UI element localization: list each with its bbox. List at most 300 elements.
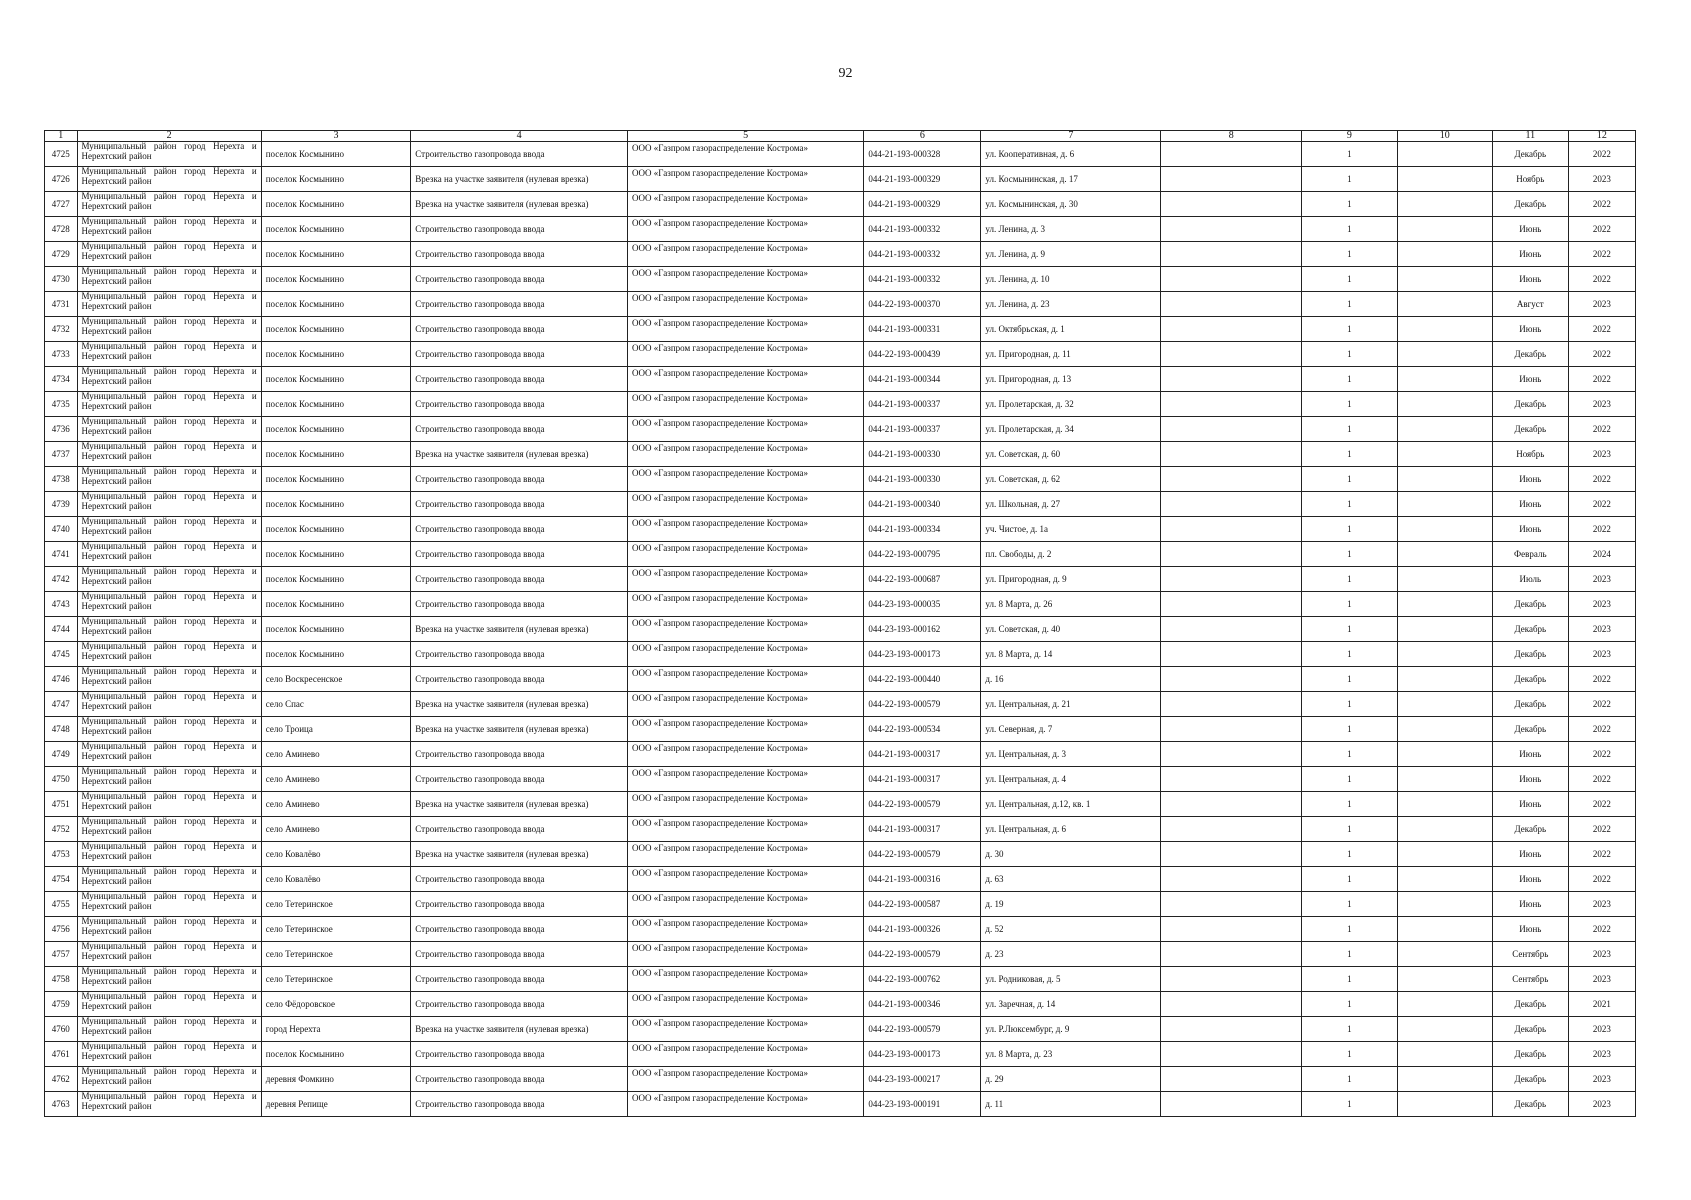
month-cell: Декабрь xyxy=(1492,717,1568,742)
column-8-cell xyxy=(1161,792,1302,817)
address-cell: ул. Пригородная, д. 13 xyxy=(981,367,1161,392)
month-cell: Июнь xyxy=(1492,917,1568,942)
column-10-cell xyxy=(1397,317,1492,342)
column-10-cell xyxy=(1397,592,1492,617)
year-cell: 2022 xyxy=(1568,517,1635,542)
row-number: 4747 xyxy=(45,692,78,717)
month-cell: Июнь xyxy=(1492,367,1568,392)
table-row xyxy=(45,892,1636,917)
column-8-cell xyxy=(1161,467,1302,492)
quantity-cell: 1 xyxy=(1302,367,1397,392)
table-row xyxy=(45,192,1636,217)
row-number: 4762 xyxy=(45,1067,78,1092)
month-cell: Декабрь xyxy=(1492,992,1568,1017)
settlement-cell: село Воскресенское xyxy=(261,667,411,692)
row-number: 4759 xyxy=(45,992,78,1017)
column-8-cell xyxy=(1161,492,1302,517)
month-cell: Декабрь xyxy=(1492,192,1568,217)
column-10-cell xyxy=(1397,642,1492,667)
row-number: 4763 xyxy=(45,1092,78,1117)
quantity-cell: 1 xyxy=(1302,392,1397,417)
address-cell: пл. Свободы, д. 2 xyxy=(981,542,1161,567)
organization-cell: ООО «Газпром газораспределение Кострома» xyxy=(628,1042,864,1067)
settlement-cell: поселок Космынино xyxy=(261,542,411,567)
row-number: 4732 xyxy=(45,317,78,342)
project-code-cell: 044-22-193-000762 xyxy=(864,967,981,992)
organization-cell: ООО «Газпром газораспределение Кострома» xyxy=(628,692,864,717)
column-8-cell xyxy=(1161,942,1302,967)
organization-cell: ООО «Газпром газораспределение Кострома» xyxy=(628,292,864,317)
year-cell: 2022 xyxy=(1568,267,1635,292)
year-cell: 2022 xyxy=(1568,667,1635,692)
work-type-cell: Строительство газопровода ввода xyxy=(411,217,628,242)
settlement-cell: деревня Фомкино xyxy=(261,1067,411,1092)
settlement-cell: поселок Космынино xyxy=(261,342,411,367)
year-cell: 2023 xyxy=(1568,592,1635,617)
work-type-cell: Врезка на участке заявителя (нулевая врезка) xyxy=(411,717,628,742)
row-number: 4734 xyxy=(45,367,78,392)
column-10-cell xyxy=(1397,542,1492,567)
table-row xyxy=(45,342,1636,367)
month-cell: Декабрь xyxy=(1492,667,1568,692)
organization-cell: ООО «Газпром газораспределение Кострома» xyxy=(628,742,864,767)
column-10-cell xyxy=(1397,792,1492,817)
work-type-cell: Врезка на участке заявителя (нулевая врезка) xyxy=(411,167,628,192)
column-header-7: 7 xyxy=(981,131,1161,142)
project-code-cell: 044-22-193-000579 xyxy=(864,942,981,967)
address-cell: ул. Октябрьская, д. 1 xyxy=(981,317,1161,342)
table-header xyxy=(45,131,1636,142)
month-cell: Декабрь xyxy=(1492,1042,1568,1067)
district-cell: Муниципальный район город Нерехта и Нерехтский район xyxy=(77,1092,261,1117)
column-8-cell xyxy=(1161,1017,1302,1042)
column-10-cell xyxy=(1397,342,1492,367)
settlement-cell: поселок Космынино xyxy=(261,642,411,667)
work-type-cell: Строительство газопровода ввода xyxy=(411,667,628,692)
organization-cell: ООО «Газпром газораспределение Кострома» xyxy=(628,617,864,642)
column-8-cell xyxy=(1161,167,1302,192)
quantity-cell: 1 xyxy=(1302,1067,1397,1092)
settlement-cell: деревня Репище xyxy=(261,1092,411,1117)
column-8-cell xyxy=(1161,842,1302,867)
month-cell: Декабрь xyxy=(1492,1017,1568,1042)
address-cell: д. 16 xyxy=(981,667,1161,692)
row-number: 4746 xyxy=(45,667,78,692)
settlement-cell: поселок Космынино xyxy=(261,192,411,217)
row-number: 4728 xyxy=(45,217,78,242)
district-cell: Муниципальный район город Нерехта и Нерехтский район xyxy=(77,917,261,942)
month-cell: Декабрь xyxy=(1492,692,1568,717)
settlement-cell: поселок Космынино xyxy=(261,242,411,267)
organization-cell: ООО «Газпром газораспределение Кострома» xyxy=(628,767,864,792)
column-header-1: 1 xyxy=(45,131,78,142)
organization-cell: ООО «Газпром газораспределение Кострома» xyxy=(628,392,864,417)
month-cell: Декабрь xyxy=(1492,142,1568,167)
year-cell: 2022 xyxy=(1568,192,1635,217)
address-cell: ул. Пригородная, д. 9 xyxy=(981,567,1161,592)
quantity-cell: 1 xyxy=(1302,442,1397,467)
district-cell: Муниципальный район город Нерехта и Нерехтский район xyxy=(77,992,261,1017)
month-cell: Декабрь xyxy=(1492,417,1568,442)
organization-cell: ООО «Газпром газораспределение Кострома» xyxy=(628,1017,864,1042)
column-10-cell xyxy=(1397,517,1492,542)
month-cell: Июнь xyxy=(1492,742,1568,767)
month-cell: Декабрь xyxy=(1492,1067,1568,1092)
work-type-cell: Строительство газопровода ввода xyxy=(411,817,628,842)
column-8-cell xyxy=(1161,992,1302,1017)
address-cell: ул. Космынинская, д. 17 xyxy=(981,167,1161,192)
table-row xyxy=(45,317,1636,342)
project-code-cell: 044-22-193-000370 xyxy=(864,292,981,317)
table-row xyxy=(45,717,1636,742)
district-cell: Муниципальный район город Нерехта и Нерехтский район xyxy=(77,617,261,642)
address-cell: ул. Советская, д. 60 xyxy=(981,442,1161,467)
year-cell: 2023 xyxy=(1568,642,1635,667)
settlement-cell: поселок Космынино xyxy=(261,317,411,342)
project-code-cell: 044-21-193-000326 xyxy=(864,917,981,942)
column-8-cell xyxy=(1161,892,1302,917)
year-cell: 2023 xyxy=(1568,1017,1635,1042)
project-code-cell: 044-21-193-000334 xyxy=(864,517,981,542)
year-cell: 2022 xyxy=(1568,217,1635,242)
column-10-cell xyxy=(1397,167,1492,192)
district-cell: Муниципальный район город Нерехта и Нерехтский район xyxy=(77,542,261,567)
quantity-cell: 1 xyxy=(1302,417,1397,442)
year-cell: 2023 xyxy=(1568,567,1635,592)
district-cell: Муниципальный район город Нерехта и Нерехтский район xyxy=(77,217,261,242)
table-row xyxy=(45,1017,1636,1042)
district-cell: Муниципальный район город Нерехта и Нерехтский район xyxy=(77,242,261,267)
settlement-cell: поселок Космынино xyxy=(261,392,411,417)
column-8-cell xyxy=(1161,317,1302,342)
quantity-cell: 1 xyxy=(1302,792,1397,817)
column-8-cell xyxy=(1161,392,1302,417)
column-10-cell xyxy=(1397,1042,1492,1067)
year-cell: 2023 xyxy=(1568,1067,1635,1092)
project-code-cell: 044-21-193-000331 xyxy=(864,317,981,342)
district-cell: Муниципальный район город Нерехта и Нерехтский район xyxy=(77,342,261,367)
district-cell: Муниципальный район город Нерехта и Нерехтский район xyxy=(77,792,261,817)
row-number: 4740 xyxy=(45,517,78,542)
address-cell: ул. Центральная, д. 3 xyxy=(981,742,1161,767)
project-code-cell: 044-21-193-000332 xyxy=(864,217,981,242)
organization-cell: ООО «Газпром газораспределение Кострома» xyxy=(628,492,864,517)
column-8-cell xyxy=(1161,542,1302,567)
column-8-cell xyxy=(1161,967,1302,992)
project-code-cell: 044-21-193-000330 xyxy=(864,442,981,467)
organization-cell: ООО «Газпром газораспределение Кострома» xyxy=(628,917,864,942)
address-cell: ул. Родниковая, д. 5 xyxy=(981,967,1161,992)
year-cell: 2022 xyxy=(1568,817,1635,842)
row-number: 4738 xyxy=(45,467,78,492)
column-header-11: 11 xyxy=(1492,131,1568,142)
row-number: 4756 xyxy=(45,917,78,942)
column-header-8: 8 xyxy=(1161,131,1302,142)
project-code-cell: 044-21-193-000340 xyxy=(864,492,981,517)
year-cell: 2023 xyxy=(1568,617,1635,642)
project-code-cell: 044-22-193-000579 xyxy=(864,842,981,867)
column-10-cell xyxy=(1397,242,1492,267)
year-cell: 2022 xyxy=(1568,367,1635,392)
year-cell: 2022 xyxy=(1568,792,1635,817)
column-8-cell xyxy=(1161,592,1302,617)
project-code-cell: 044-21-193-000317 xyxy=(864,767,981,792)
year-cell: 2022 xyxy=(1568,842,1635,867)
column-10-cell xyxy=(1397,417,1492,442)
work-type-cell: Строительство газопровода ввода xyxy=(411,467,628,492)
settlement-cell: село Аминево xyxy=(261,742,411,767)
work-type-cell: Строительство газопровода ввода xyxy=(411,867,628,892)
address-cell: ул. Советская, д. 62 xyxy=(981,467,1161,492)
column-8-cell xyxy=(1161,917,1302,942)
quantity-cell: 1 xyxy=(1302,767,1397,792)
column-8-cell xyxy=(1161,567,1302,592)
settlement-cell: поселок Космынино xyxy=(261,292,411,317)
table-row xyxy=(45,417,1636,442)
work-type-cell: Строительство газопровода ввода xyxy=(411,392,628,417)
work-type-cell: Строительство газопровода ввода xyxy=(411,342,628,367)
address-cell: д. 11 xyxy=(981,1092,1161,1117)
column-8-cell xyxy=(1161,242,1302,267)
month-cell: Декабрь xyxy=(1492,1092,1568,1117)
table-row xyxy=(45,267,1636,292)
quantity-cell: 1 xyxy=(1302,992,1397,1017)
column-8-cell xyxy=(1161,442,1302,467)
project-code-cell: 044-21-193-000344 xyxy=(864,367,981,392)
settlement-cell: поселок Космынино xyxy=(261,492,411,517)
organization-cell: ООО «Газпром газораспределение Кострома» xyxy=(628,242,864,267)
district-cell: Муниципальный район город Нерехта и Нерехтский район xyxy=(77,567,261,592)
project-code-cell: 044-22-193-000795 xyxy=(864,542,981,567)
table-row xyxy=(45,942,1636,967)
year-cell: 2023 xyxy=(1568,967,1635,992)
quantity-cell: 1 xyxy=(1302,867,1397,892)
address-cell: ул. Ленина, д. 9 xyxy=(981,242,1161,267)
district-cell: Муниципальный район город Нерехта и Нерехтский район xyxy=(77,867,261,892)
year-cell: 2022 xyxy=(1568,867,1635,892)
table-row xyxy=(45,617,1636,642)
organization-cell: ООО «Газпром газораспределение Кострома» xyxy=(628,867,864,892)
column-10-cell xyxy=(1397,717,1492,742)
address-cell: ул. 8 Марта, д. 26 xyxy=(981,592,1161,617)
table-row xyxy=(45,1067,1636,1092)
row-number: 4755 xyxy=(45,892,78,917)
project-code-cell: 044-22-193-000579 xyxy=(864,692,981,717)
work-type-cell: Строительство газопровода ввода xyxy=(411,742,628,767)
work-type-cell: Строительство газопровода ввода xyxy=(411,1092,628,1117)
row-number: 4745 xyxy=(45,642,78,667)
column-header-5: 5 xyxy=(628,131,864,142)
quantity-cell: 1 xyxy=(1302,942,1397,967)
project-code-cell: 044-22-193-000579 xyxy=(864,1017,981,1042)
table-row xyxy=(45,842,1636,867)
table-row xyxy=(45,1042,1636,1067)
table-row xyxy=(45,917,1636,942)
quantity-cell: 1 xyxy=(1302,567,1397,592)
row-number: 4733 xyxy=(45,342,78,367)
table-row xyxy=(45,992,1636,1017)
organization-cell: ООО «Газпром газораспределение Кострома» xyxy=(628,267,864,292)
district-cell: Муниципальный район город Нерехта и Нерехтский район xyxy=(77,967,261,992)
district-cell: Муниципальный район город Нерехта и Нерехтский район xyxy=(77,692,261,717)
district-cell: Муниципальный район город Нерехта и Нерехтский район xyxy=(77,817,261,842)
column-10-cell xyxy=(1397,142,1492,167)
year-cell: 2022 xyxy=(1568,742,1635,767)
column-10-cell xyxy=(1397,917,1492,942)
column-10-cell xyxy=(1397,292,1492,317)
address-cell: ул. Пригородная, д. 11 xyxy=(981,342,1161,367)
column-8-cell xyxy=(1161,817,1302,842)
row-number: 4725 xyxy=(45,142,78,167)
row-number: 4748 xyxy=(45,717,78,742)
year-cell: 2023 xyxy=(1568,942,1635,967)
address-cell: д. 63 xyxy=(981,867,1161,892)
column-8-cell xyxy=(1161,342,1302,367)
column-10-cell xyxy=(1397,617,1492,642)
column-header-10: 10 xyxy=(1397,131,1492,142)
work-type-cell: Строительство газопровода ввода xyxy=(411,892,628,917)
table-row xyxy=(45,442,1636,467)
month-cell: Июнь xyxy=(1492,467,1568,492)
settlement-cell: поселок Космынино xyxy=(261,167,411,192)
year-cell: 2022 xyxy=(1568,342,1635,367)
column-10-cell xyxy=(1397,867,1492,892)
column-10-cell xyxy=(1397,442,1492,467)
quantity-cell: 1 xyxy=(1302,742,1397,767)
district-cell: Муниципальный район город Нерехта и Нерехтский район xyxy=(77,142,261,167)
column-10-cell xyxy=(1397,267,1492,292)
settlement-cell: поселок Космынино xyxy=(261,267,411,292)
address-cell: ул. Центральная, д. 6 xyxy=(981,817,1161,842)
district-cell: Муниципальный район город Нерехта и Нерехтский район xyxy=(77,167,261,192)
district-cell: Муниципальный район город Нерехта и Нерехтский район xyxy=(77,392,261,417)
address-cell: ул. Кооперативная, д. 6 xyxy=(981,142,1161,167)
settlement-cell: поселок Космынино xyxy=(261,142,411,167)
district-cell: Муниципальный район город Нерехта и Нерехтский район xyxy=(77,1017,261,1042)
table-row xyxy=(45,792,1636,817)
organization-cell: ООО «Газпром газораспределение Кострома» xyxy=(628,342,864,367)
row-number: 4729 xyxy=(45,242,78,267)
work-type-cell: Врезка на участке заявителя (нулевая врезка) xyxy=(411,692,628,717)
work-type-cell: Строительство газопровода ввода xyxy=(411,567,628,592)
row-number: 4735 xyxy=(45,392,78,417)
district-cell: Муниципальный район город Нерехта и Нерехтский район xyxy=(77,642,261,667)
column-header-2: 2 xyxy=(77,131,261,142)
district-cell: Муниципальный район город Нерехта и Нерехтский район xyxy=(77,717,261,742)
table-row xyxy=(45,292,1636,317)
table-row xyxy=(45,667,1636,692)
work-type-cell: Строительство газопровода ввода xyxy=(411,517,628,542)
address-cell: ул. Центральная, д.12, кв. 1 xyxy=(981,792,1161,817)
row-number: 4736 xyxy=(45,417,78,442)
project-code-cell: 044-21-193-000328 xyxy=(864,142,981,167)
table-row xyxy=(45,867,1636,892)
table-row xyxy=(45,217,1636,242)
month-cell: Июнь xyxy=(1492,267,1568,292)
work-type-cell: Врезка на участке заявителя (нулевая врезка) xyxy=(411,1017,628,1042)
column-10-cell xyxy=(1397,692,1492,717)
month-cell: Июнь xyxy=(1492,842,1568,867)
quantity-cell: 1 xyxy=(1302,342,1397,367)
project-code-cell: 044-21-193-000317 xyxy=(864,817,981,842)
organization-cell: ООО «Газпром газораспределение Кострома» xyxy=(628,217,864,242)
quantity-cell: 1 xyxy=(1302,192,1397,217)
quantity-cell: 1 xyxy=(1302,267,1397,292)
work-type-cell: Строительство газопровода ввода xyxy=(411,917,628,942)
column-10-cell xyxy=(1397,217,1492,242)
project-code-cell: 044-21-193-000337 xyxy=(864,417,981,442)
month-cell: Июнь xyxy=(1492,892,1568,917)
quantity-cell: 1 xyxy=(1302,842,1397,867)
quantity-cell: 1 xyxy=(1302,292,1397,317)
column-10-cell xyxy=(1397,742,1492,767)
organization-cell: ООО «Газпром газораспределение Кострома» xyxy=(628,167,864,192)
month-cell: Декабрь xyxy=(1492,617,1568,642)
settlement-cell: город Нерехта xyxy=(261,1017,411,1042)
work-type-cell: Строительство газопровода ввода xyxy=(411,542,628,567)
project-code-cell: 044-21-193-000337 xyxy=(864,392,981,417)
project-code-cell: 044-23-193-000173 xyxy=(864,1042,981,1067)
quantity-cell: 1 xyxy=(1302,1042,1397,1067)
organization-cell: ООО «Газпром газораспределение Кострома» xyxy=(628,642,864,667)
column-10-cell xyxy=(1397,367,1492,392)
column-10-cell xyxy=(1397,192,1492,217)
work-type-cell: Строительство газопровода ввода xyxy=(411,367,628,392)
quantity-cell: 1 xyxy=(1302,217,1397,242)
year-cell: 2023 xyxy=(1568,1042,1635,1067)
year-cell: 2021 xyxy=(1568,992,1635,1017)
row-number: 4749 xyxy=(45,742,78,767)
project-code-cell: 044-23-193-000162 xyxy=(864,617,981,642)
column-10-cell xyxy=(1397,992,1492,1017)
row-number: 4757 xyxy=(45,942,78,967)
quantity-cell: 1 xyxy=(1302,892,1397,917)
month-cell: Декабрь xyxy=(1492,342,1568,367)
column-10-cell xyxy=(1397,767,1492,792)
row-number: 4737 xyxy=(45,442,78,467)
page-number: 92 xyxy=(838,66,853,81)
work-type-cell: Врезка на участке заявителя (нулевая врезка) xyxy=(411,442,628,467)
project-code-cell: 044-22-193-000587 xyxy=(864,892,981,917)
district-cell: Муниципальный район город Нерехта и Нерехтский район xyxy=(77,267,261,292)
row-number: 4744 xyxy=(45,617,78,642)
district-cell: Муниципальный район город Нерехта и Нерехтский район xyxy=(77,192,261,217)
organization-cell: ООО «Газпром газораспределение Кострома» xyxy=(628,567,864,592)
project-code-cell: 044-22-193-000687 xyxy=(864,567,981,592)
district-cell: Муниципальный район город Нерехта и Нерехтский район xyxy=(77,292,261,317)
organization-cell: ООО «Газпром газораспределение Кострома» xyxy=(628,517,864,542)
work-type-cell: Врезка на участке заявителя (нулевая врезка) xyxy=(411,792,628,817)
year-cell: 2022 xyxy=(1568,317,1635,342)
column-header-12: 12 xyxy=(1568,131,1635,142)
organization-cell: ООО «Газпром газораспределение Кострома» xyxy=(628,142,864,167)
quantity-cell: 1 xyxy=(1302,617,1397,642)
district-cell: Муниципальный район город Нерехта и Нерехтский район xyxy=(77,317,261,342)
table-row xyxy=(45,592,1636,617)
district-cell: Муниципальный район город Нерехта и Нерехтский район xyxy=(77,442,261,467)
quantity-cell: 1 xyxy=(1302,917,1397,942)
settlement-cell: поселок Космынино xyxy=(261,467,411,492)
column-10-cell xyxy=(1397,942,1492,967)
organization-cell: ООО «Газпром газораспределение Кострома» xyxy=(628,367,864,392)
district-cell: Муниципальный район город Нерехта и Нерехтский район xyxy=(77,367,261,392)
column-8-cell xyxy=(1161,867,1302,892)
district-cell: Муниципальный район город Нерехта и Нерехтский район xyxy=(77,592,261,617)
column-8-cell xyxy=(1161,767,1302,792)
row-number: 4731 xyxy=(45,292,78,317)
table-body xyxy=(45,142,1636,1117)
address-cell: ул. Р.Люксембург, д. 9 xyxy=(981,1017,1161,1042)
